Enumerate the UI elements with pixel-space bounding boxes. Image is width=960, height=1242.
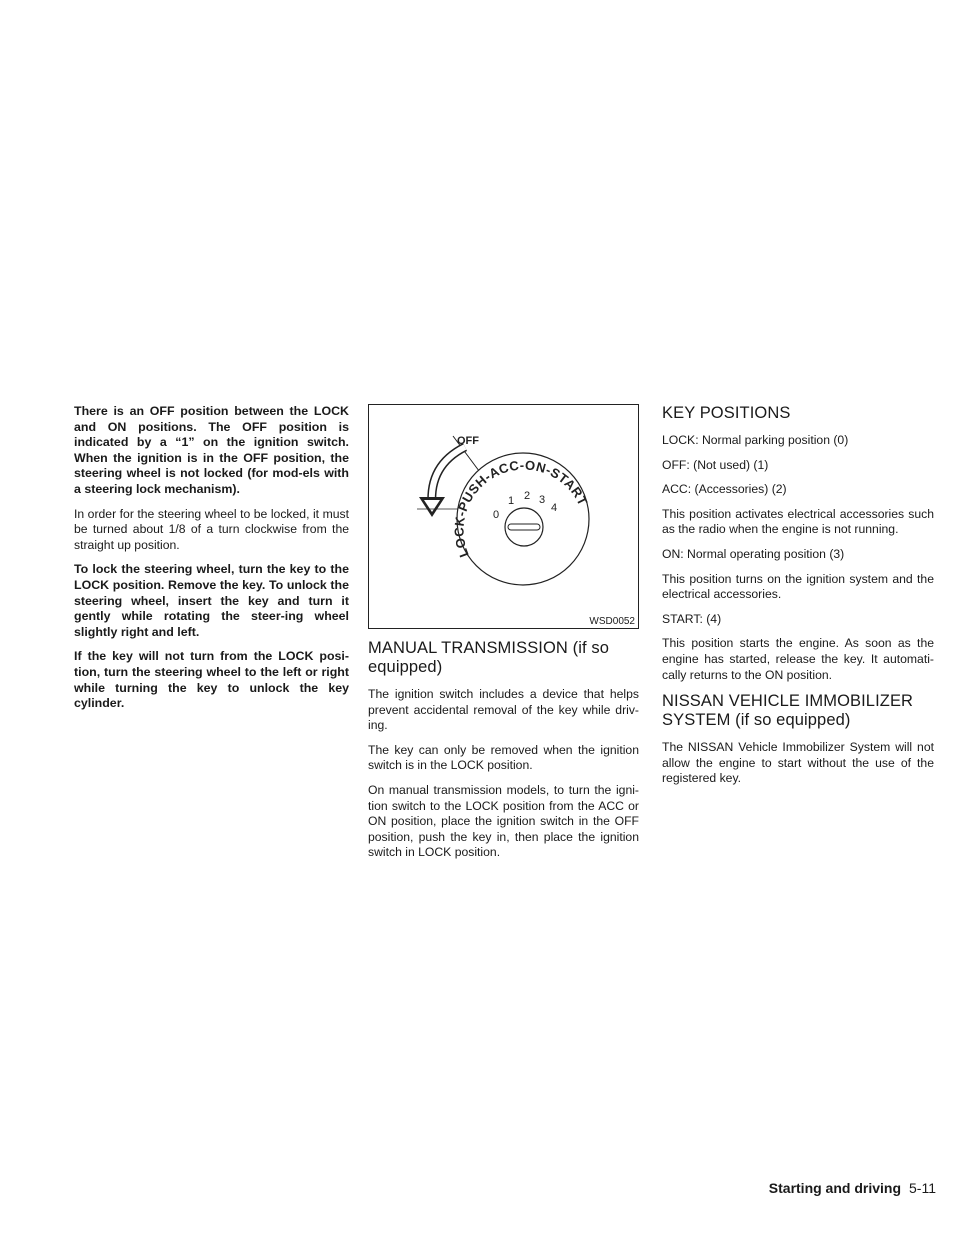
figure-caption: WSD0052 bbox=[589, 616, 635, 627]
off-position-note: There is an OFF position between the LOCK and ON positions. The OFF position is indicated by a “1” on the ignition switch. When the ignition is in the OFF position, the steering wheel is not locked (for mod-els with a steering lock mechanism). bbox=[74, 404, 349, 496]
middle-column bbox=[368, 404, 639, 870]
key-position-start: START: (4) bbox=[662, 611, 722, 626]
key-positions-heading: KEY POSITIONS bbox=[662, 404, 791, 422]
section-title: Starting and driving bbox=[768, 1180, 902, 1196]
key-position-lock: LOCK: Normal parking position (0) bbox=[662, 433, 849, 447]
page-number: 5-11 bbox=[909, 1180, 936, 1196]
immobilizer-paragraph: The NISSAN Vehicle Immobilizer System will not allow the engine to start without the use of the registered key. bbox=[662, 740, 934, 786]
immobilizer-heading: NISSAN VEHICLE IMMOBILIZER SYSTEM (if so equipped) bbox=[662, 692, 914, 730]
acc-description: This position activates electrical accessories such as the radio when the engine is not running. bbox=[662, 506, 934, 537]
mt-paragraph-3: On manual transmission models, to turn the igni-tion switch to the LOCK position from the ACC or ON position, place the ignition switch in the OFF position, push the key in, then place the ignition switch in LOCK position. bbox=[368, 782, 639, 860]
lock-steering-instructions: To lock the steering wheel, turn the key to the LOCK position. Remove the key. To unlock the steering wheel, insert the key and turn it gently while rotating the steer-ing wheel slightly right and left. bbox=[74, 562, 349, 639]
start-description: This position starts the engine. As soon as the engine has started, release the key. It automati-cally returns to the ON position. bbox=[662, 636, 934, 682]
mt-paragraph-1: The ignition switch includes a device that helps prevent accidental removal of the key while driv-ing. bbox=[368, 687, 639, 733]
position-0: 0 bbox=[493, 509, 500, 521]
key-not-turning-note: If the key will not turn from the LOCK posi-tion, turn the steering wheel to the left or right while turning the key to unlock the key cylinder. bbox=[74, 649, 349, 711]
key-position-on: ON: Normal operating position (3) bbox=[662, 546, 845, 561]
position-1: 1 bbox=[508, 495, 515, 507]
key-position-off: OFF: (Not used) (1) bbox=[662, 457, 769, 472]
mt-paragraph-2: The key can only be removed when the ignition switch is in the LOCK position. bbox=[368, 742, 639, 773]
right-column bbox=[662, 404, 934, 796]
ring-label: LOCK-PUSH-ACC-ON-START bbox=[451, 457, 591, 560]
left-column bbox=[74, 404, 349, 721]
position-3: 3 bbox=[539, 494, 546, 506]
key-position-acc: ACC: (Accessories) (2) bbox=[662, 482, 787, 497]
manual-transmission-heading: MANUAL TRANSMISSION (if so equipped) bbox=[368, 639, 609, 676]
ignition-switch-figure bbox=[368, 404, 639, 629]
page-footer bbox=[769, 1180, 936, 1196]
off-label: OFF bbox=[457, 435, 479, 447]
position-4: 4 bbox=[551, 502, 558, 514]
position-2: 2 bbox=[524, 490, 531, 502]
steering-lock-paragraph: In order for the steering wheel to be locked, it must be turned about 1/8 of a turn clockwise from the straight up position. bbox=[74, 506, 349, 552]
on-description: This position turns on the ignition system and the electrical accessories. bbox=[662, 571, 934, 602]
ignition-switch-illustration bbox=[369, 405, 638, 628]
